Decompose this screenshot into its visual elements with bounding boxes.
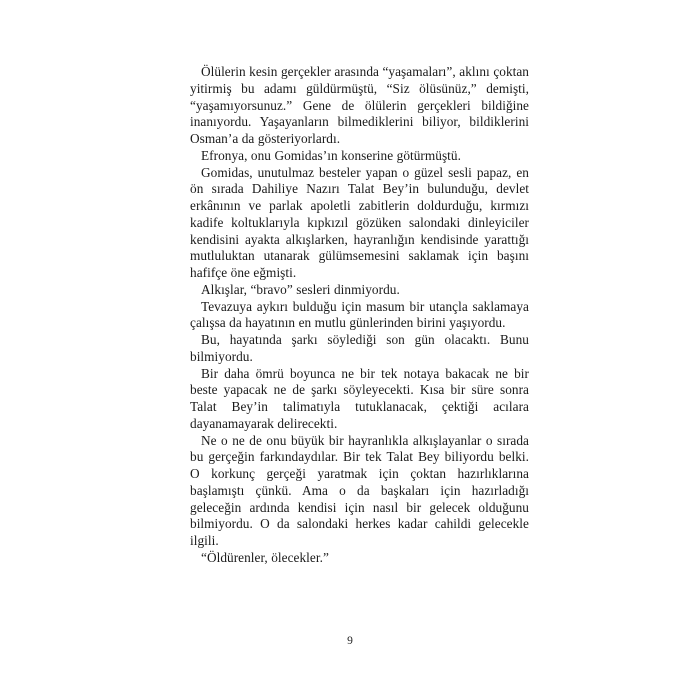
paragraph: Ölülerin kesin gerçekler arasında “yaşamaları”, aklını çoktan yitirmiş bu adamı güldürmüştü, “Siz ölüsünüz,” demişti, “yaşamıyorsunuz.” Gene de ölülerin gerçekleri bildiğine inanıyordu. Yaşayanların bilmediklerini biliyor, bildiklerini Osman’a da gösteriyorlardı. (190, 64, 529, 146)
page-number: 9 (347, 635, 353, 647)
paragraph: Bir daha ömrü boyunca ne bir tek notaya bakacak ne bir beste yapacak ne de şarkı söyleyecekti. Kısa bir süre sonra Talat Bey’in talimatıyla tutuklanacak, çektiği acılara dayanamayarak delirecekti. (190, 365, 529, 431)
page-text-block (190, 64, 529, 567)
paragraph: “Öldürenler, ölecekler.” (201, 549, 329, 565)
paragraph: Bu, hayatında şarkı söylediği son gün olacaktı. Bunu bilmiyordu. (190, 332, 529, 364)
paragraph: Ne o ne de onu büyük bir hayranlıkla alkışlayanlar o sırada bu gerçeğin farkındaydılar. Bir tek Talat Bey biliyordu belki. O korkunç gerçeği yaratmak için çoktan hazırlıklarına başlamıştı çünkü. Ama o da başkaları için hazırladığı geleceğin ardında kendisi için nasıl bir gelecek olduğunu bilmiyordu. O da salondaki herkes kadar cahildi gelecekle ilgili. (190, 432, 529, 548)
paragraph: Tevazuya aykırı bulduğu için masum bir utançla saklamaya çalışsa da hayatının en mutlu günlerinden birini yaşıyordu. (190, 298, 529, 331)
paragraph: Efronya, onu Gomidas’ın konserine götürmüştü. (201, 147, 461, 163)
paragraph: Alkışlar, “bravo” sesleri dinmiyordu. (201, 281, 400, 297)
paragraph: Gomidas, unutulmaz besteler yapan o güzel sesli papaz, en ön sırada Dahiliye Nazırı Talat Bey’in bulunduğu, devlet erkânının ve parlak apoletli zabitlerin doldurduğu, kırmızı kadife koltuklarıyla kıpkızıl gözüken salondaki dinleyiciler kendisini ayakta alkışlarken, hayranlığın kendisinde yarattığı mutluluktan utanarak gülümsemesini saklamak için başını hafifçe öne eğmişti. (190, 164, 529, 280)
